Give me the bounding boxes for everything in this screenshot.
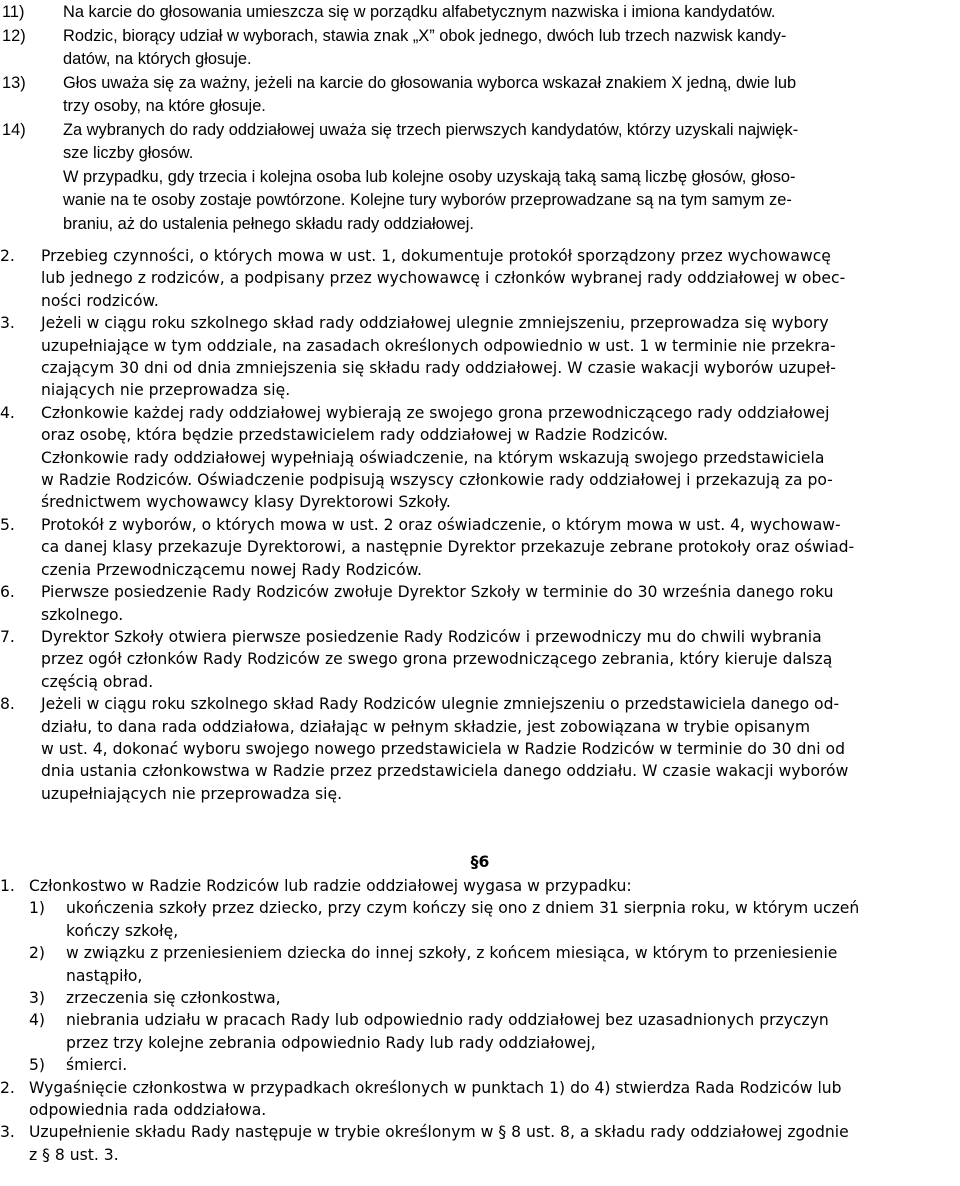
text-line: Wygaśnięcie członkostwa w przypadkach określonych w punktach 1) do 4) stwierdza Rada Rodziców lub: [29, 1078, 842, 1097]
text-line: Członkowie rady oddziałowej wypełniają oświadczenie, na którym wskazują swojego przedstawiciela: [41, 448, 825, 467]
text-line: W przypadku, gdy trzecia i kolejna osoba lub kolejne osoby uzyskają taką samą liczbę głosów, głoso-: [63, 167, 796, 186]
text-line: przez trzy kolejne zebrania odpowiednio Rady lub rady oddziałowej,: [66, 1033, 596, 1052]
section6-point-1-number: 1.: [0, 877, 15, 895]
point-text: [41, 402, 960, 514]
text-line: czającym 30 dni od dnia zmniejszenia się składu rady oddziałowej. W czasie wakacji wyborów uzupeł-: [41, 359, 836, 378]
text-line: Dyrektor Szkoły otwiera pierwsze posiedzenie Rady Rodziców i przewodniczy mu do chwili wybrania: [41, 627, 822, 646]
section6-point-2-number: 2.: [0, 1078, 15, 1097]
section6-subpoint: [0, 987, 960, 1009]
point-number: 7.: [0, 627, 15, 646]
section6-point-2: [0, 1077, 960, 1122]
text-line: ca danej klasy przekazuje Dyrektorowi, a następnie Dyrektor przekazuje zebrane protokoły oraz oświad-: [41, 538, 855, 557]
section6-subpoint-number: 4): [29, 1011, 46, 1030]
sub-item-number: 14): [2, 120, 26, 139]
section6-point-3-number: 3.: [0, 1123, 15, 1142]
text-line: Protokół z wyborów, o których mowa w ust. 2 oraz oświadczenie, o którym mowa w ust. 4, wychowaw-: [41, 515, 841, 534]
sub-items-list: [0, 1, 960, 236]
section6-subpoint: [0, 1054, 960, 1076]
sub-item: [0, 25, 960, 72]
section6-subpoint: [0, 897, 960, 942]
text-line: przez ogół członków Rady Rodziców ze swego grona przewodniczącego zebrania, który kieruje dalszą: [41, 650, 833, 669]
text-line: działu, to dana rada oddziałowa, działając w pełnym składzie, jest zobowiązana w trybie opisanym: [41, 717, 811, 736]
point: [0, 693, 960, 805]
text-line: uzupełniające w tym oddziale, na zasadach określonych odpowiednio w ust. 1 w terminie nie przekra-: [41, 336, 836, 355]
section6-point-2-text: [29, 1077, 960, 1122]
point: [0, 514, 960, 581]
section6-subpoint: [0, 1009, 960, 1054]
text-line: średnictwem wychowawcy klasy Dyrektorowi Szkoły.: [41, 493, 451, 512]
sub-item-text: [63, 72, 960, 119]
section6-subpoint-text: [66, 942, 960, 987]
point: [0, 626, 960, 693]
sub-item-text: [63, 25, 960, 72]
text-line: Jeżeli w ciągu roku szkolnego skład rady oddziałowej ulegnie zmniejszeniu, przeprowadza się wybory: [41, 314, 829, 333]
section6-subpoint: [0, 942, 960, 987]
text-line: dnia ustania członkowstwa w Radzie przez przedstawiciela danego oddziału. W czasie wakacji wyborów: [41, 762, 849, 781]
point-number: 2.: [0, 247, 15, 265]
text-line: trzy osoby, na które głosuje.: [63, 97, 266, 115]
sub-item: [0, 1, 960, 25]
point: [0, 402, 960, 514]
point-number: 6.: [0, 583, 15, 602]
point-text: [41, 581, 960, 626]
section6-subpoint-text: [66, 987, 960, 1009]
section6-point-1-text: [29, 875, 960, 897]
text-line: wanie na te osoby zostaje powtórzone. Kolejne tury wyborów przeprowadzane są na tym samym ze-: [63, 191, 792, 209]
text-line: Na karcie do głosowania umieszcza się w porządku alfabetycznym nazwiska i imiona kandydatów.: [63, 3, 776, 21]
point: [0, 581, 960, 626]
text-line: lub jednego z rodziców, a podpisany przez wychowawcę i członków wybranej rady oddziałowej w obec-: [41, 269, 846, 288]
sub-item: [0, 119, 960, 237]
text-line: Członkostwo w Radzie Rodziców lub radzie oddziałowej wygasa w przypadku:: [29, 877, 632, 895]
text-line: Głos uważa się za ważny, jeżeli na karcie do głosowania wyborca wskazał znakiem X jedną, dwie lub: [63, 73, 797, 92]
text-line: w Radzie Rodziców. Oświadczenie podpisują wszyscy członkowie rady oddziałowej i przekazują za po-: [41, 471, 833, 490]
text-line: uzupełniających nie przeprowadza się.: [41, 784, 343, 803]
text-line: kończy szkołę,: [66, 921, 179, 940]
point-text: [41, 312, 960, 402]
text-line: niających nie przeprowadza się.: [41, 381, 291, 400]
text-line: Za wybranych do rady oddziałowej uważa się trzech pierwszych kandydatów, którzy uzyskali najwięk-: [63, 120, 799, 139]
text-line: szkolnego.: [41, 605, 124, 624]
text-line: Pierwsze posiedzenie Rady Rodziców zwołuje Dyrektor Szkoły w terminie do 30 września danego roku: [41, 583, 834, 602]
sub-item-text: [63, 119, 960, 237]
sub-item: [0, 72, 960, 119]
text-line: Przebieg czynności, o których mowa w ust. 1, dokumentuje protokół sporządzony przez wychowawcę: [41, 247, 831, 265]
points-list: [0, 245, 960, 805]
point: [0, 312, 960, 402]
point-text: [41, 245, 960, 312]
point-number: 3.: [0, 314, 15, 333]
section6-subpoint-text: [66, 897, 960, 942]
section6-subpoint-number: 2): [29, 944, 46, 963]
section6-subpoint-number: 5): [29, 1056, 46, 1075]
text-line: Jeżeli w ciągu roku szkolnego skład Rady Rodziców ulegnie zmniejszeniu o przedstawiciela danego od-: [41, 695, 840, 714]
text-line: zrzeczenia się członkostwa,: [66, 989, 281, 1008]
text-line: częścią obrad.: [41, 672, 154, 691]
text-line: w związku z przeniesieniem dziecka do innej szkoły, z końcem miesiąca, w którym to przeniesienie: [66, 944, 838, 963]
sub-item-number: 12): [2, 26, 26, 45]
text-line: nastąpiło,: [66, 966, 143, 985]
text-line: sze liczby głosów.: [63, 144, 194, 162]
text-line: ukończenia szkoły przez dziecko, przy czym kończy się ono z dniem 31 sierpnia roku, w którym uczeń: [66, 899, 860, 918]
text-line: Członkowie każdej rady oddziałowej wybierają ze swojego grona przewodniczącego rady oddziałowej: [41, 403, 830, 422]
point: [0, 245, 960, 312]
sub-item-text: [63, 1, 960, 25]
point-number: 4.: [0, 403, 15, 422]
text-line: śmierci.: [66, 1056, 128, 1075]
text-line: niebrania udziału w pracach Rady lub odpowiednio rady oddziałowej bez uzasadnionych przyczyn: [66, 1011, 829, 1030]
text-line: datów, na których głosuje.: [63, 50, 252, 68]
section-6-list: [0, 875, 960, 1166]
text-line: braniu, aż do ustalenia pełnego składu rady oddziałowej.: [63, 214, 474, 233]
text-line: Rodzic, biorący udział w wyborach, stawia znak „X” obok jednego, dwóch lub trzech nazwisk kandy-: [63, 26, 787, 45]
text-line: czenia Przewodniczącemu nowej Rady Rodziców.: [41, 560, 422, 579]
section6-point-3-text: [29, 1121, 960, 1166]
section6-subpoint-text: [66, 1009, 960, 1054]
text-line: ności rodziców.: [41, 291, 159, 310]
point-number: 5.: [0, 515, 15, 534]
text-line: oraz osobę, która będzie przedstawicielem rady oddziałowej w Radzie Rodziców.: [41, 426, 669, 445]
point-text: [41, 514, 960, 581]
section6-subpoint-number: 3): [29, 989, 46, 1008]
section-heading: §6: [470, 853, 490, 871]
section6-subpoint-text: [66, 1054, 960, 1076]
text-line: w ust. 4, dokonać wyboru swojego nowego przedstawiciela w Radzie Rodziców w terminie do 30 dni od: [41, 739, 845, 758]
section6-point-1: [0, 875, 960, 897]
text-line: z § 8 ust. 3.: [29, 1145, 119, 1164]
section6-subpoint-number: 1): [29, 899, 46, 918]
sub-item-number: 13): [2, 73, 26, 92]
point-number: 8.: [0, 695, 15, 714]
text-line: odpowiednia rada oddziałowa.: [29, 1101, 267, 1120]
sub-item-number: 11): [2, 3, 25, 21]
text-line: Uzupełnienie składu Rady następuje w trybie określonym w § 8 ust. 8, a składu rady oddziałowej zgodnie: [29, 1123, 849, 1142]
point-text: [41, 626, 960, 693]
section6-point-3: [0, 1121, 960, 1166]
point-text: [41, 693, 960, 805]
